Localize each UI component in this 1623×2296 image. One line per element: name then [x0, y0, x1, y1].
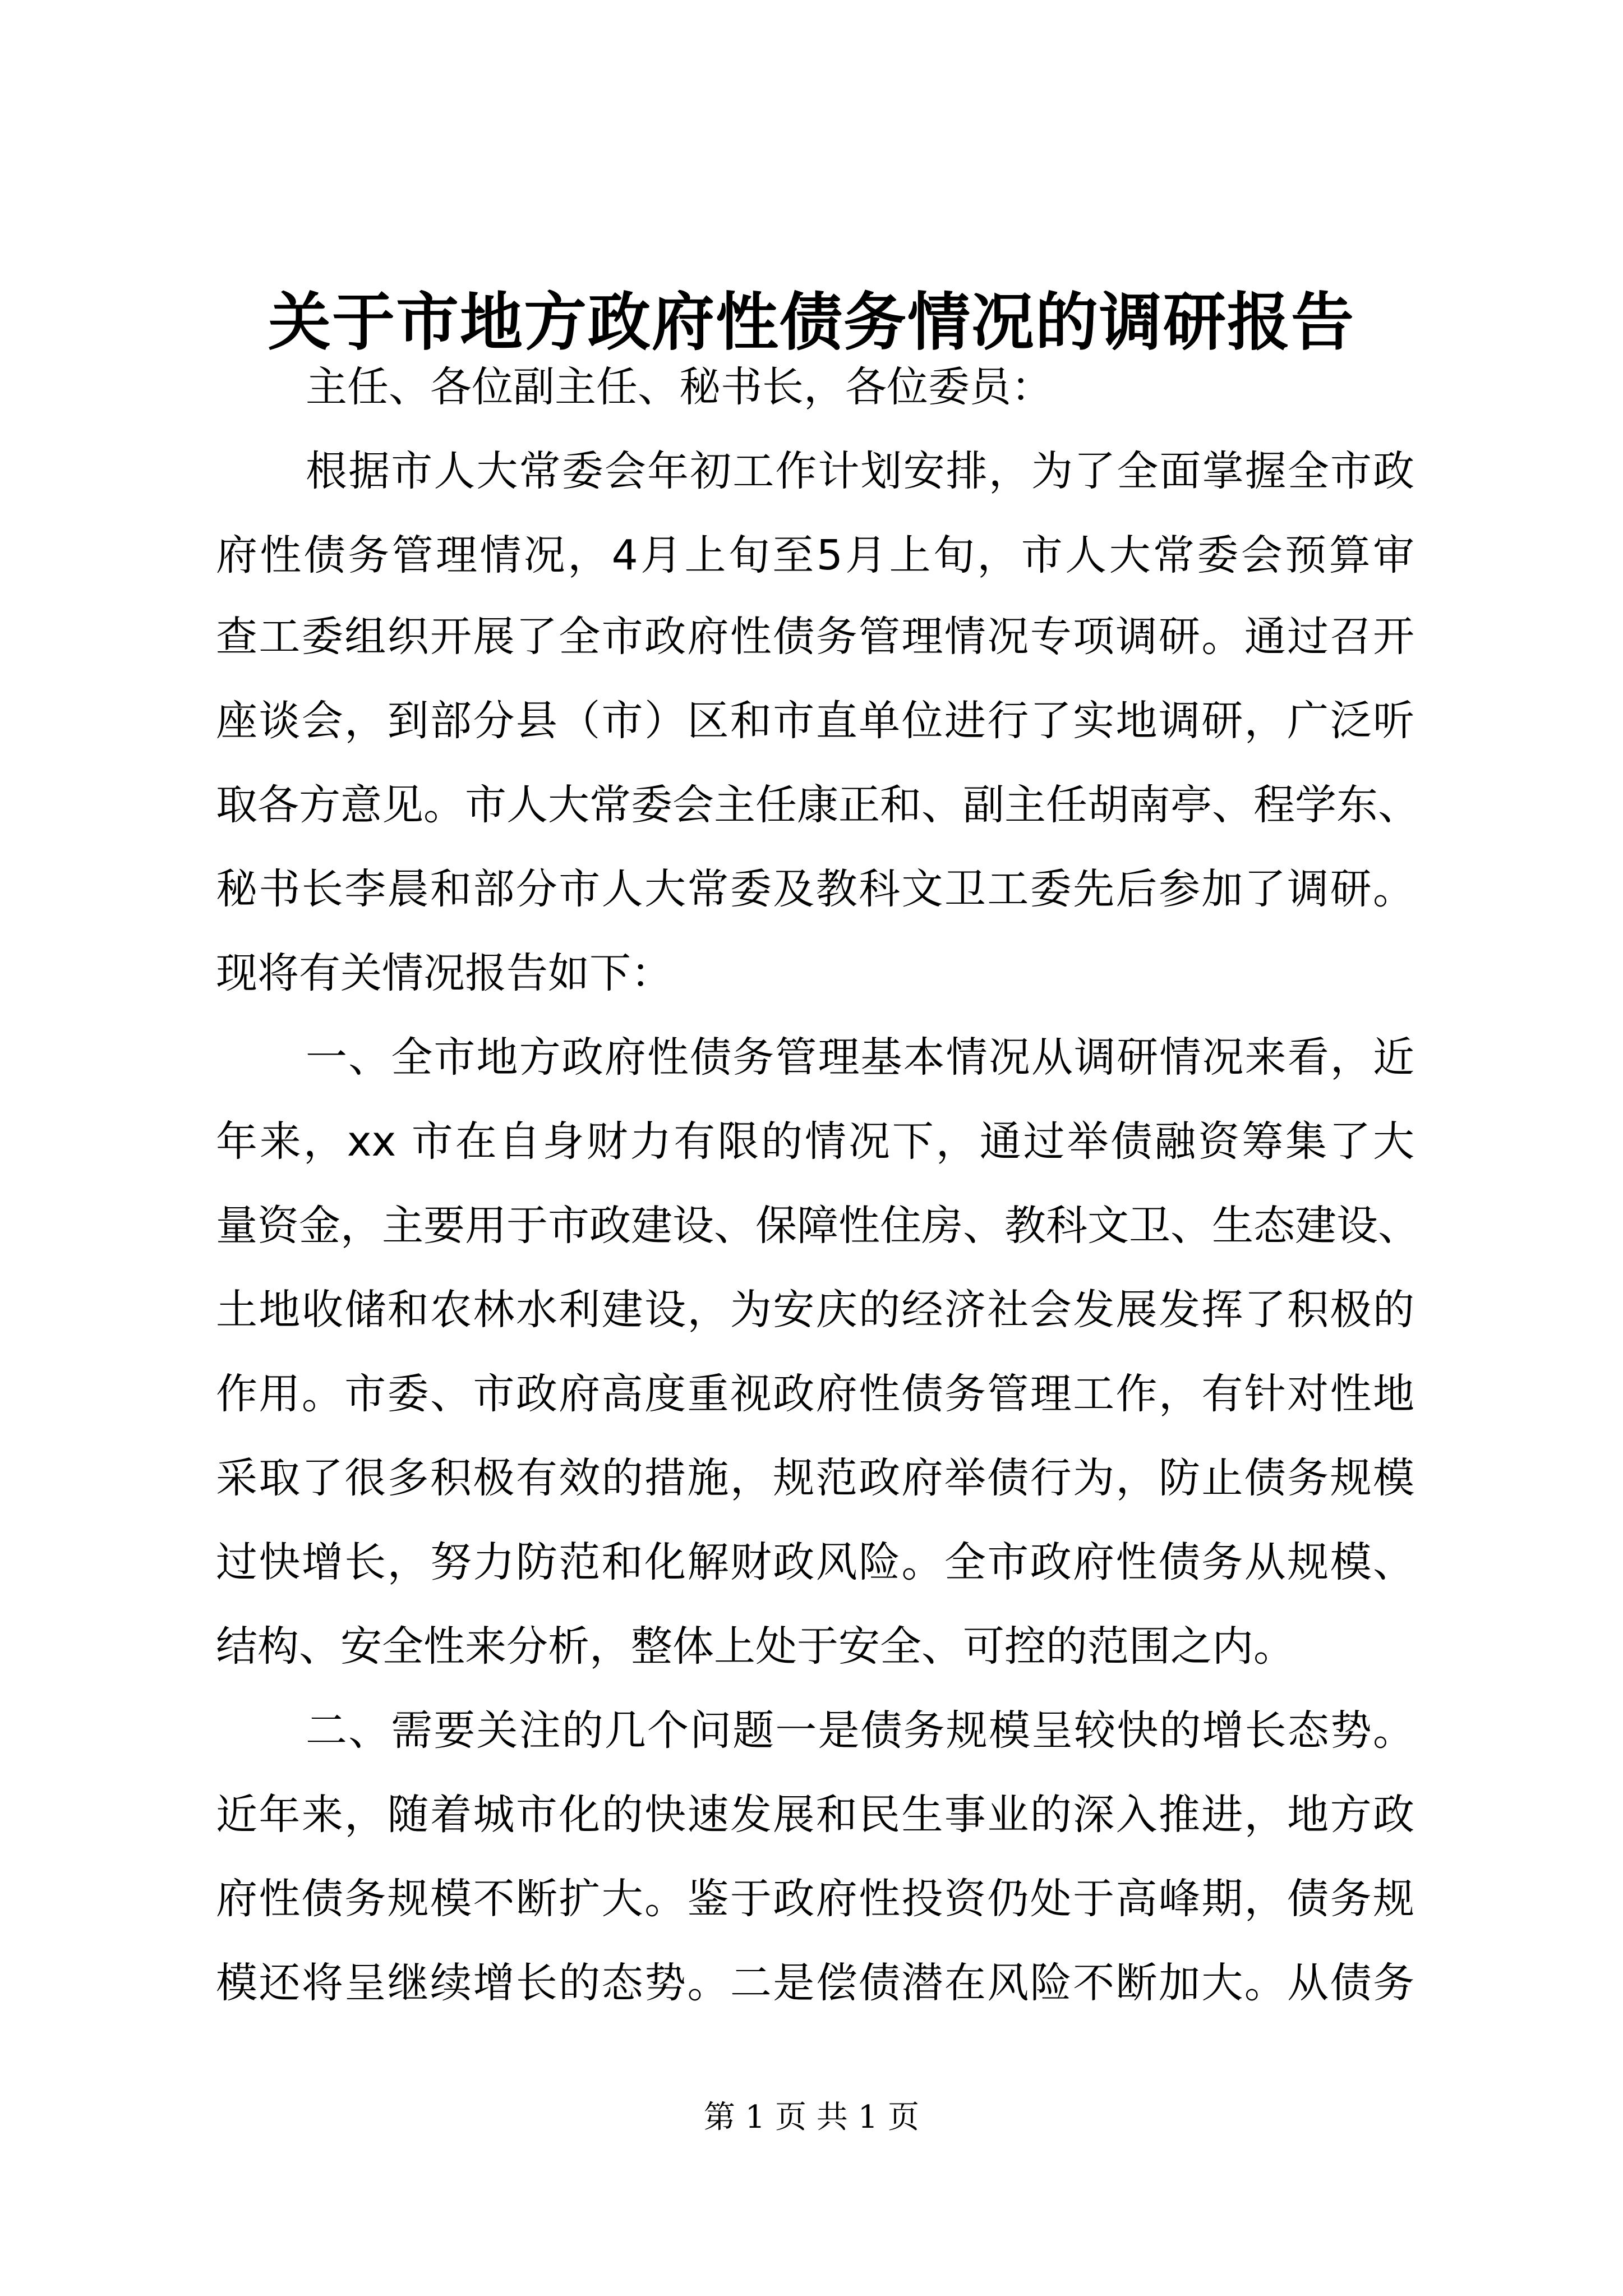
paragraph-line: 土地收储和农林水利建设，为安庆的经济社会发展发挥了积极的 [216, 1286, 1414, 1334]
paragraph-line: 二、需要关注的几个问题一是债务规模呈较快的增长态势。 [306, 1706, 1414, 1755]
paragraph-line: 现将有关情况报告如下： [216, 949, 672, 997]
page-footer: 第 1 页 共 1 页 [703, 2099, 920, 2136]
paragraph-line: 府性债务规模不断扩大。鉴于政府性投资仍处于高峰期，债务规 [216, 1875, 1414, 1923]
paragraph-line: 一、全市地方政府性债务管理基本情况从调研情况来看，近 [306, 1033, 1414, 1082]
paragraph-line: 近年来，随着城市化的快速发展和民生事业的深入推进，地方政 [216, 1791, 1414, 1839]
paragraph-line: 秘书长李晨和部分市人大常委及教科文卫工委先后参加了调研。 [216, 865, 1414, 913]
paragraph-line: 根据市人大常委会年初工作计划安排，为了全面掌握全市政 [306, 447, 1414, 495]
paragraph-line: 模还将呈继续增长的态势。二是偿债潜在风险不断加大。从债务 [216, 1959, 1414, 2007]
paragraph-line: 府性债务管理情况，4月上旬至5月上旬，市人大常委会预算审 [216, 531, 1414, 579]
paragraph-line: 量资金，主要用于市政建设、保障性住房、教科文卫、生态建设、 [216, 1202, 1419, 1250]
paragraph-line: 过快增长，努力防范和化解财政风险。全市政府性债务从规模、 [216, 1538, 1414, 1586]
paragraph-line: 年来，xx 市在自身财力有限的情况下，通过举债融资筹集了大 [216, 1117, 1414, 1166]
paragraph-line: 采取了很多积极有效的措施，规范政府举债行为，防止债务规模 [216, 1454, 1414, 1502]
paragraph-line: 作用。市委、市政府高度重视政府性债务管理工作，有针对性地 [216, 1370, 1414, 1418]
salutation-line: 主任、各位副主任、秘书长，各位委员： [306, 363, 1053, 411]
document-title: 关于市地方政府性债务情况的调研报告 [268, 286, 1355, 359]
paragraph-line: 结构、安全性来分析，整体上处于安全、可控的范围之内。 [216, 1622, 1295, 1671]
paragraph-line: 取各方意见。市人大常委会主任康正和、副主任胡南亭、程学东、 [216, 781, 1419, 829]
paragraph-line: 座谈会，到部分县（市）区和市直单位进行了实地调研，广泛听 [216, 697, 1414, 745]
paragraph-line: 查工委组织开展了全市政府性债务管理情况专项调研。通过召开 [216, 613, 1414, 661]
